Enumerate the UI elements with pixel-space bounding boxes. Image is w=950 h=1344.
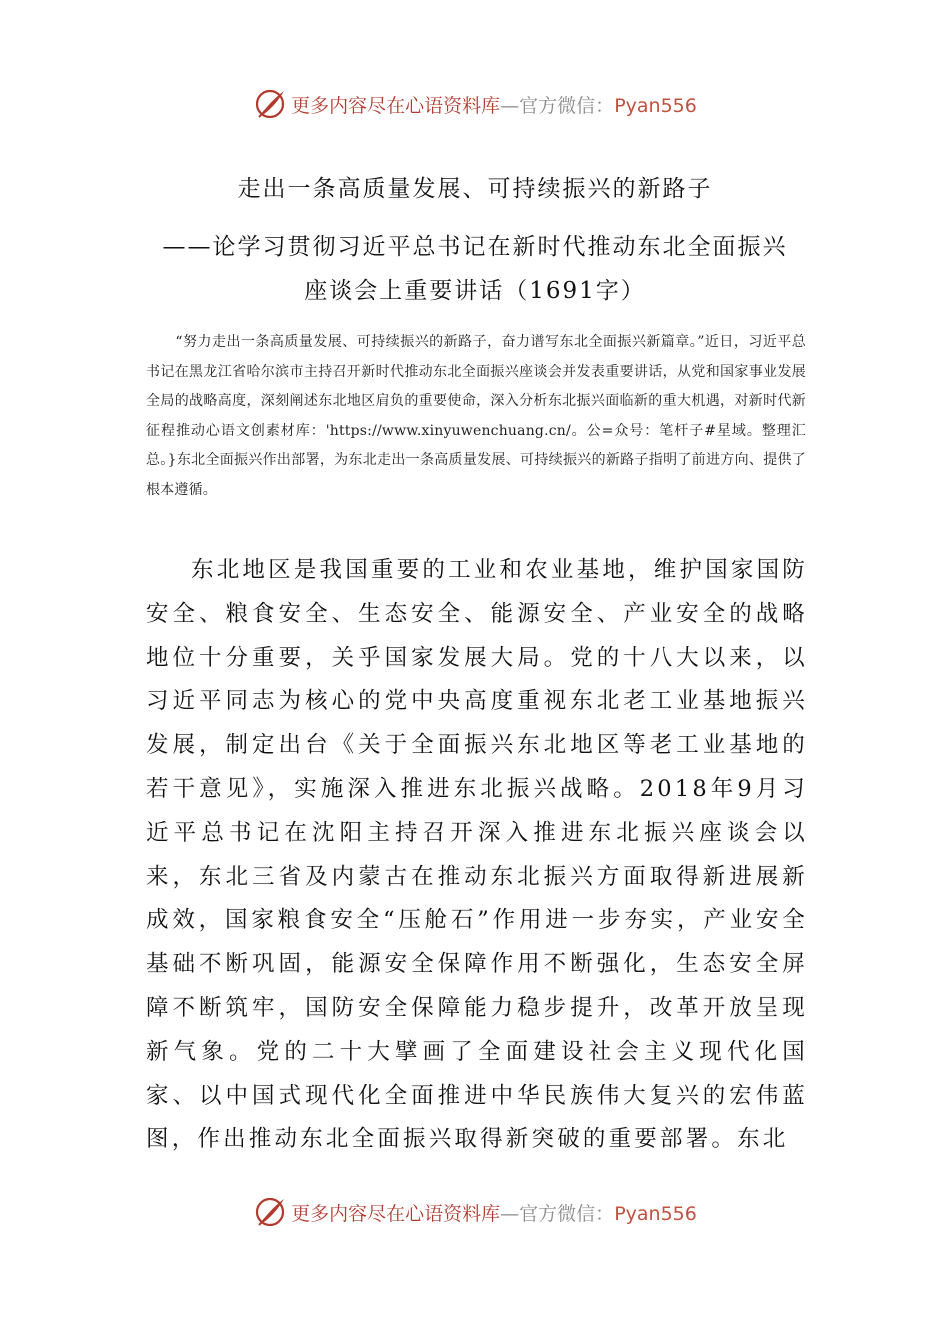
banner-brand: 更多内容尽在心语资料库 <box>291 1202 501 1225</box>
banner-wechat-id: Pyan556 <box>614 94 697 117</box>
banner-dash: — <box>500 94 520 117</box>
quill-pen-logo-icon <box>253 87 287 121</box>
banner-wechat-label: 官方微信： <box>519 94 615 117</box>
abstract-paragraph: “努力走出一条高质量发展、可持续振兴的新路子，奋力谱写东北全面振兴新篇章。”近日，习近平总书记在黑龙江省哈尔滨市主持召开新时代推动东北全面振兴座谈会并发表重要讲话，从党和国家事业发展全局的战略高度，深刻阐述东北地区肩负的重要使命，深入分析东北振兴面临新的重大机遇，对新时代新征程推动心语文创素材库：'https://www.xinyuwenchuang.cn/。公=众号：笔杆子#星域。整理汇总。}东北全面振兴作出部署，为东北走出一条高质量发展、可持续振兴的新路子指明了前进方向、提供了根本遵循。 <box>146 334 806 498</box>
banner-text <box>291 1199 697 1226</box>
document-subtitle-line2: 座谈会上重要讲话（1691字） <box>304 278 646 304</box>
footer-banner <box>0 1192 950 1232</box>
document-title: 走出一条高质量发展、可持续振兴的新路子 <box>237 176 713 202</box>
banner-brand: 更多内容尽在心语资料库 <box>291 94 501 117</box>
abstract <box>146 328 806 505</box>
header-banner <box>0 84 950 124</box>
body-paragraph: 东北地区是我国重要的工业和农业基地，维护国家国防安全、粮食安全、生态安全、能源安全、产业安全的战略地位十分重要，关乎国家发展大局。党的十八大以来，以习近平同志为核心的党中央高度重视东北老工业基地振兴发展，制定出台《关于全面振兴东北地区等老工业基地的若干意见》，实施深入推进东北振兴战略。2018年9月习近平总书记在沈阳主持召开深入推进东北振兴座谈会以来，东北三省及内蒙古在推动东北振兴方面取得新进展新成效，国家粮食安全“压舱石”作用进一步夯实，产业安全基础不断巩固，能源安全保障作用不断强化，生态安全屏障不断筑牢，国防安全保障能力稳步提升，改革开放呈现新气象。党的二十大擘画了全面建设社会主义现代化国家、以中国式现代化全面推进中华民族伟大复兴的宏伟蓝图，作出推动东北全面振兴取得新突破的重要部署。东北 <box>146 557 808 1153</box>
banner-wechat-id: Pyan556 <box>614 1202 697 1225</box>
banner-dash: — <box>500 1202 520 1225</box>
banner-wechat-label: 官方微信： <box>519 1202 615 1225</box>
document-subtitle-line1: ——论学习贯彻习近平总书记在新时代推动东北全面振兴 <box>162 234 788 260</box>
banner-text <box>291 91 697 118</box>
quill-pen-logo-icon <box>253 1195 287 1229</box>
body-text <box>146 549 808 1162</box>
